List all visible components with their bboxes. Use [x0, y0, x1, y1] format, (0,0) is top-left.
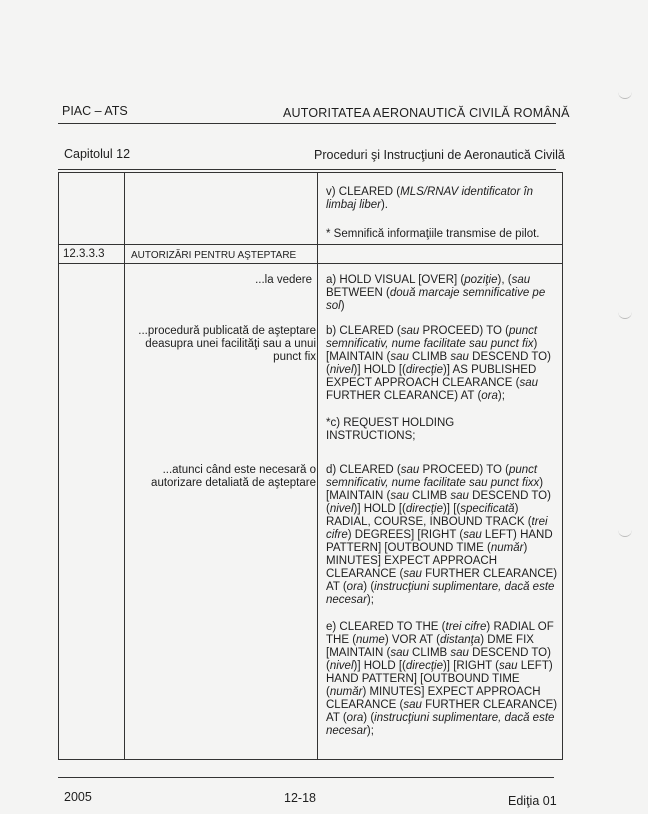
condition-detailed-holding: ...atunci când este necesară o autorizare detaliată de aşteptare [151, 464, 316, 489]
italic-term: direcţie [405, 660, 443, 672]
italic-term: MLS/RNAV identificator în limbaj liber [326, 186, 534, 211]
entry-b-c [326, 325, 560, 443]
header-rule [58, 123, 556, 124]
entry-d-e [326, 464, 560, 738]
section-top-rule [58, 244, 563, 245]
italic-term: direcţie [405, 364, 443, 376]
binder-hole-middle [618, 312, 632, 319]
italic-term: număr [490, 542, 524, 554]
italic-term: distanţa [439, 634, 481, 646]
italic-term: nivel [329, 503, 354, 515]
italic-term: sau [400, 464, 420, 476]
italic-term: ora [481, 390, 498, 402]
table-border-right [562, 172, 563, 759]
entry-c-text: *c) REQUEST HOLDING INSTRUCTIONS; [326, 417, 455, 442]
table-top-rule [58, 172, 563, 173]
entry-v [326, 186, 558, 241]
header-authority: AUTORITATEA AERONAUTICĂ CIVILĂ ROMÂNĂ [283, 106, 570, 120]
entry-e-text: e) CLEARED TO THE (trei cifre) RADIAL OF THE (nume) VOR AT (distanţa) DME FIX [MAINTAIN (sau CLIMB sau DESCEND TO) (nivel)] HOLD [(direcţie)] [RIGHT (sau LEFT) HAND PATTERN] [OUTBOUND TIME (număr) MINUTES] EXPECT APPROACH CLEARANCE (sau FURTHER CLEARANCE) AT (ora) (instrucţiuni suplimentare, dacă este necesar); [326, 621, 558, 737]
chapter-rule [58, 169, 556, 170]
section-title-rule [58, 263, 563, 264]
binder-hole-lower [618, 530, 632, 537]
table-border-left [58, 172, 59, 759]
italic-term: trei cifre [326, 516, 548, 541]
section-title: AUTORIZĂRI PENTRU AŞTEPTARE [131, 250, 297, 261]
italic-term: sau [511, 274, 531, 286]
italic-term: două marcaje semnificative pe sol [326, 287, 546, 312]
section-number: 12.3.3.3 [63, 248, 105, 260]
italic-term: punct semnificativ, nume facilitate sau punct fix [326, 325, 538, 350]
italic-term: sau [403, 568, 422, 580]
footer-page-number: 12-18 [284, 791, 316, 805]
italic-term: trei cifre [445, 621, 487, 633]
header-left: PIAC – ATS [62, 104, 128, 118]
italic-term: instrucţiuni suplimentare, dacă este necesar [326, 712, 555, 737]
italic-term: punct semnificativ, nume facilitate sau punct fixx [326, 464, 540, 489]
italic-term: număr [329, 686, 363, 698]
italic-term: nivel [329, 660, 354, 672]
italic-term: sau [390, 647, 409, 659]
italic-term: sau [450, 351, 469, 363]
italic-term: sau [463, 529, 482, 541]
italic-term: nume [356, 634, 385, 646]
condition-published-procedure: ...procedură publicată de aşteptare deasupra unei facilităţi sau a unui punct fix [138, 325, 316, 363]
italic-term: sau [403, 699, 422, 711]
italic-term: sau [450, 490, 469, 502]
italic-term: ora [346, 581, 364, 593]
chapter-label: Capitolul 12 [64, 147, 131, 161]
italic-term: specificată [460, 503, 515, 515]
entry-v-text: v) CLEARED (MLS/RNAV identificator în limbaj liber). [326, 186, 534, 211]
table-bottom-rule [58, 759, 563, 760]
pilot-footnote: * Semnifică informaţiile transmise de pilot. [326, 228, 540, 240]
chapter-title: Proceduri şi Instrucţiuni de Aeronautică Civilă [314, 148, 565, 162]
italic-term: sau [519, 377, 538, 389]
entry-a-text: a) HOLD VISUAL [OVER] (poziţie), (sau BETWEEN (două marcaje semnificative pe sol) [326, 274, 546, 312]
condition-visual: ...la vedere [255, 274, 312, 286]
italic-term: poziţie [464, 274, 498, 286]
italic-term: sau [400, 325, 420, 337]
entry-a [326, 274, 556, 313]
binder-hole-top [618, 92, 632, 99]
entry-d-text: d) CLEARED (sau PROCEED) TO (punct semnificativ, nume facilitate sau punct fixx) [MAINTAIN (sau CLIMB sau DESCEND TO) (nivel)] HOLD [(direcţie)] [(specificată) RADIAL, COURSE, INBOUND TRACK (trei cifre) DEGREES] [RIGHT (sau LEFT) HAND PATTERN] [OUTBOUND TIME (număr) MINUTES] EXPECT APPROACH CLEARANCE (sau FURTHER CLEARANCE) AT (ora) (instrucţiuni suplimentare, dacă este necesar); [326, 464, 558, 606]
italic-term: sau [390, 351, 409, 363]
table-divider-main [317, 172, 318, 759]
table-divider-inner [124, 172, 125, 759]
footer-year: 2005 [64, 790, 92, 804]
italic-term: direcţie [405, 503, 443, 515]
italic-term: nivel [329, 364, 354, 376]
entry-b-text: b) CLEARED (sau PROCEED) TO (punct semnificativ, nume facilitate sau punct fix) [MAINTAIN (sau CLIMB sau DESCEND TO) (nivel)] HOLD [(direcţie)] AS PUBLISHED EXPECT APPROACH CLEARANCE (sau FURTHER CLEARANCE) AT (ora); [326, 325, 551, 402]
italic-term: sau [498, 660, 518, 672]
footer-rule [58, 777, 554, 778]
italic-term: ora [346, 712, 364, 724]
italic-term: instrucţiuni suplimentare, dacă este necesar [326, 581, 555, 606]
italic-term: sau [390, 490, 409, 502]
italic-term: sau [450, 647, 469, 659]
footer-edition: Ediţia 01 [508, 794, 557, 808]
